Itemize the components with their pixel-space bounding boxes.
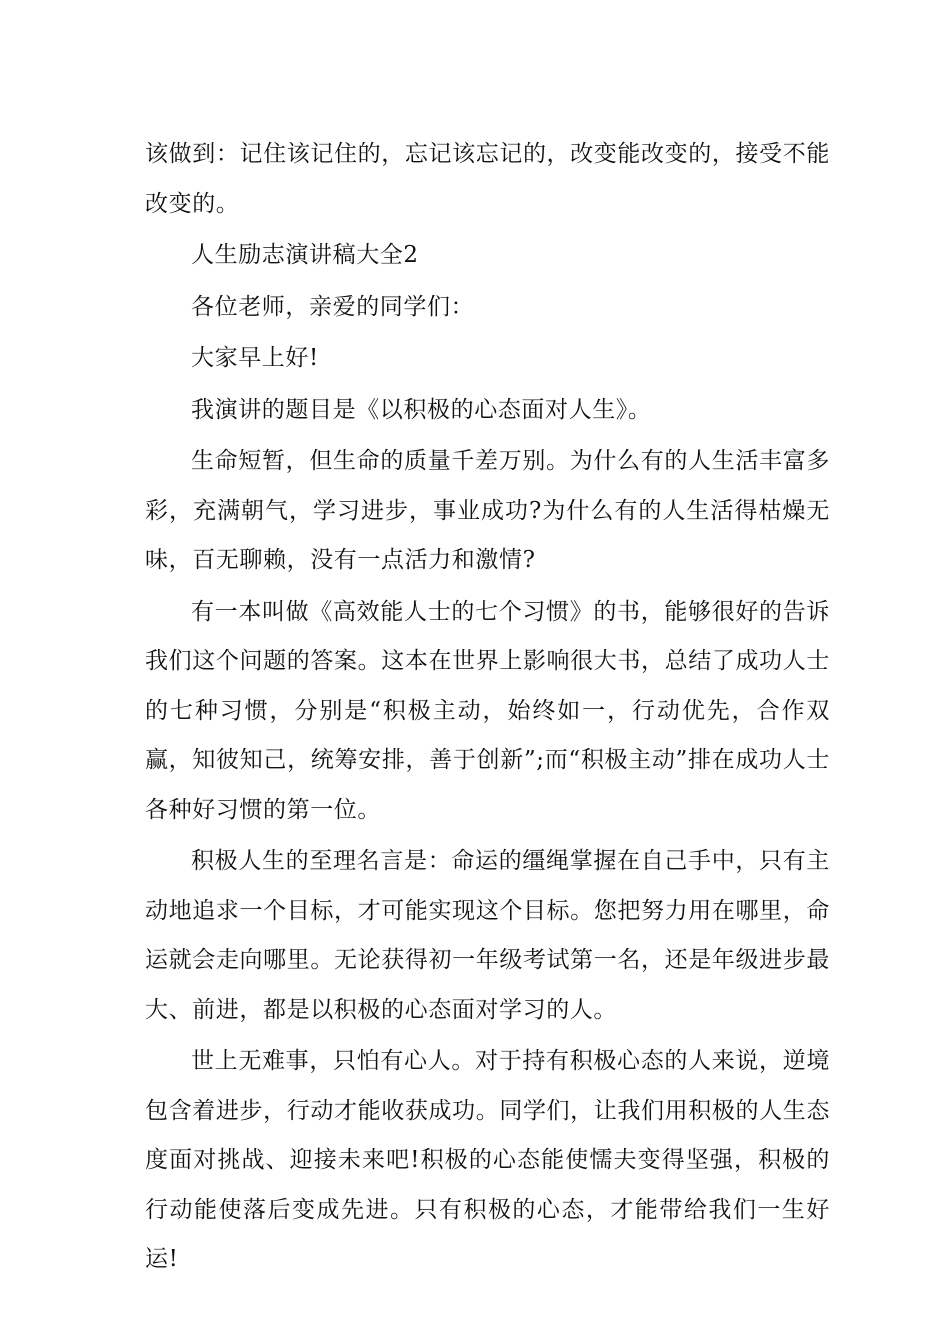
salutation: 各位老师，亲爱的同学们： (191, 293, 475, 320)
paragraph-motto: 积极人生的至理名言是：命运的缰绳掌握在自己手中，只有主动地追求一个目标，才可能实现这个目标。您把努力用在哪里，命运就会走向哪里。无论获得初一年级考试第一名，还是年级进步最大、前进，都是以积极的心态面对学习的人。 (145, 848, 830, 1023)
paragraph-seven-habits: 有一本叫做《高效能人士的七个习惯》的书，能够很好的告诉我们这个问题的答案。这本在世界上影响很大书，总结了成功人士的七种习惯，分别是“积极主动，始终如一，行动优先，合作双赢，知彼知己，统筹安排，善于创新”;而“积极主动”排在成功人士各种好习惯的第一位。 (145, 598, 830, 823)
paragraph-life-quality: 生命短暂，但生命的质量千差万别。为什么有的人生活丰富多彩，充满朝气，学习进步，事业成功?为什么有的人生活得枯燥无味，百无聊赖，没有一点活力和激情? (145, 448, 830, 573)
paragraph-1: 该做到：记住该记住的，忘记该忘记的，改变能改变的，接受不能改变的。 (145, 141, 830, 217)
speech-title: 人生励志演讲稿大全2 (191, 242, 419, 268)
greeting: 大家早上好! (191, 345, 319, 371)
paragraph-conclusion: 世上无难事，只怕有心人。对于持有积极心态的人来说，逆境包含着进步，行动才能收获成功。同学们，让我们用积极的人生态度面对挑战、迎接未来吧!积极的心态能使懦夫变得坚强，积极的行动能使落后变成先进。只有积极的心态，才能带给我们一生好运! (145, 1048, 830, 1272)
speech-topic: 我演讲的题目是《以积极的心态面对人生》。 (191, 396, 652, 423)
document-body (145, 130, 830, 1287)
